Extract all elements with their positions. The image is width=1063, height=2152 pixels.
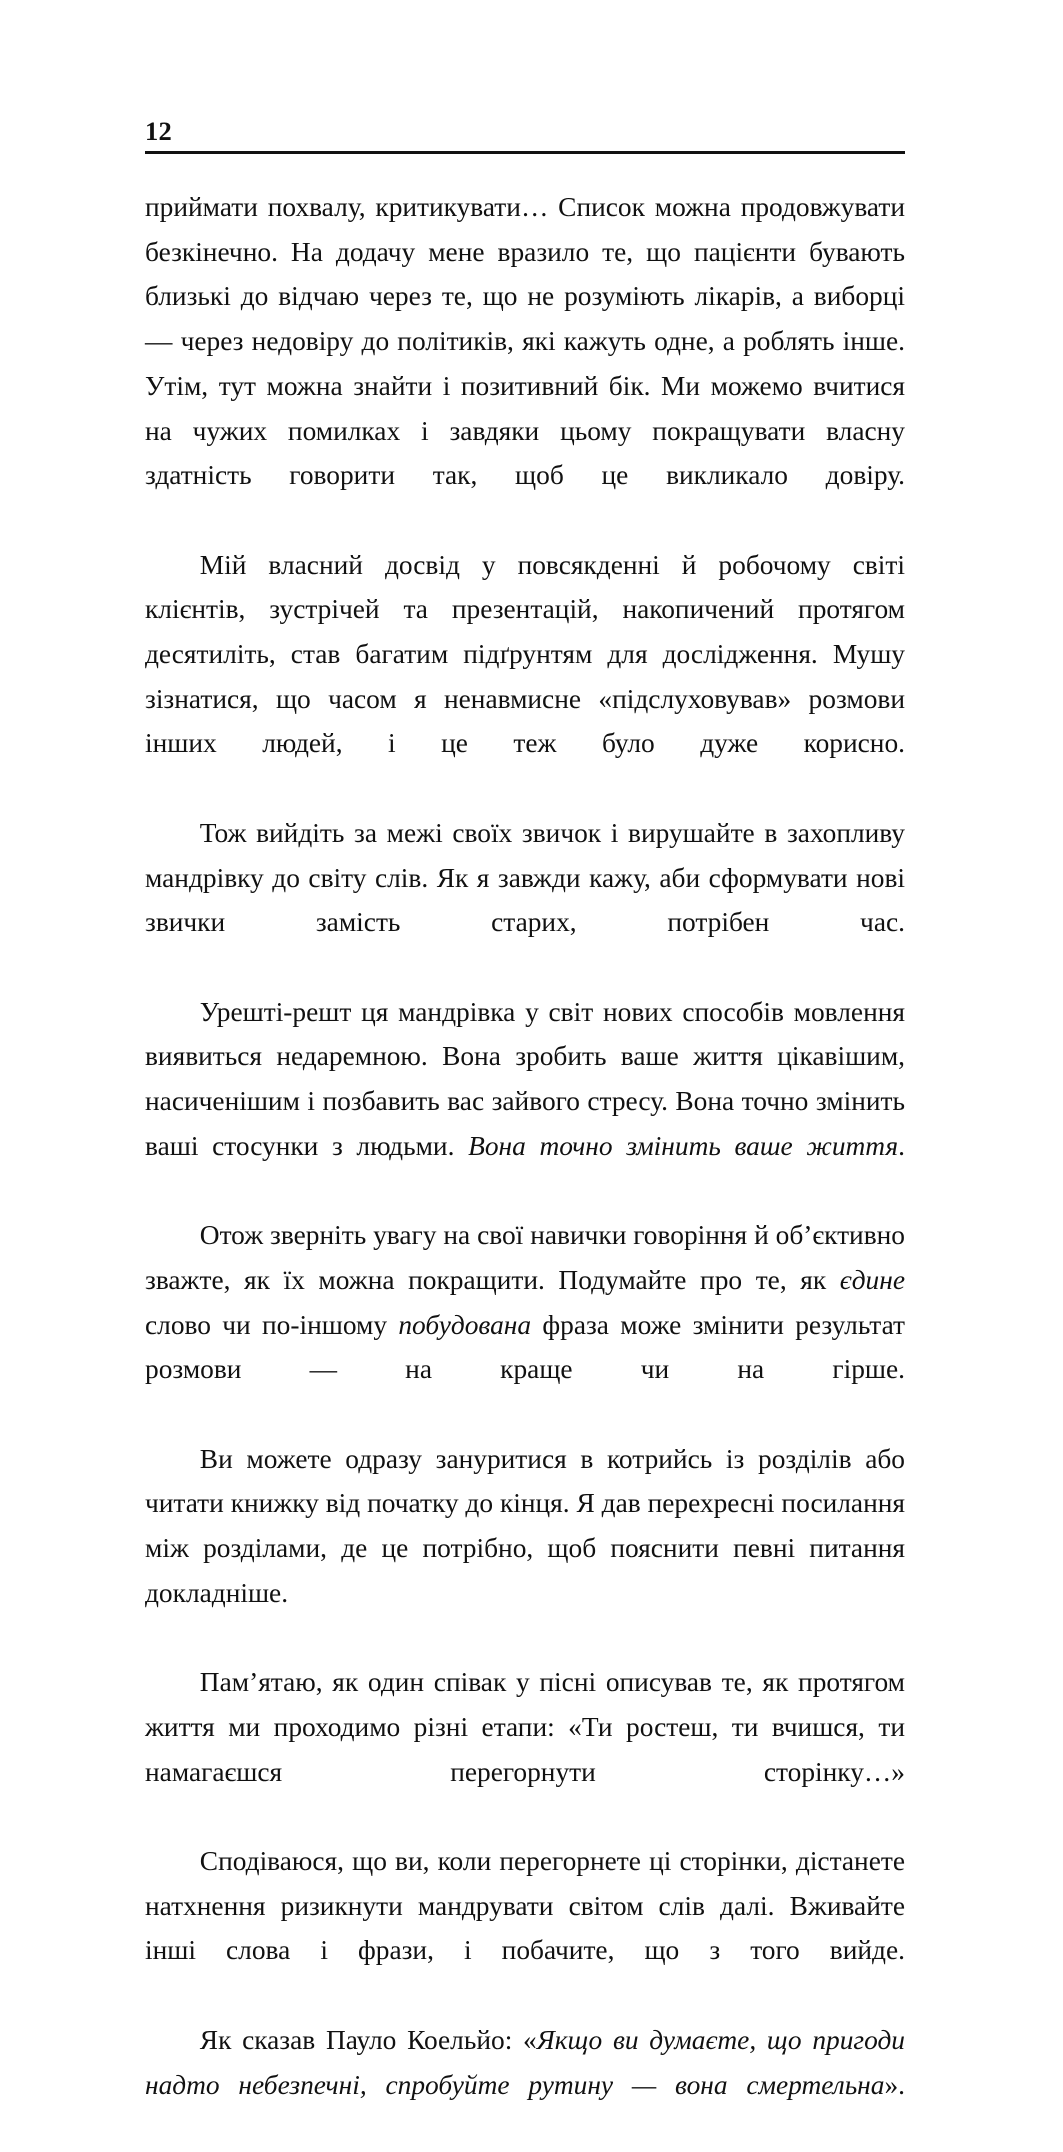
body-text [145,185,905,2152]
emphasis-text: Вона точно змінить ваше життя [468,1130,899,1161]
text-run: фраза може змінити результат розмови — на краще чи на гірше. [145,1309,905,1385]
paragraph [145,1839,905,2018]
text-run: слово чи по-іншому [145,1309,399,1340]
paragraph [145,2018,905,2152]
emphasis-text: побудована [398,1309,532,1340]
text-run: . [898,1130,905,1161]
emphasis-text: єдине [839,1264,905,1295]
paragraph [145,1213,905,1437]
text-run: Тож вийдіть за межі своїх звичок і вирушайте в захопливу мандрівку до світу слів. Як я завжди кажу, аби сформувати нові звички замість старих, потрібен час. [145,817,905,938]
emphasis-text: Якщо ви думаєте, що пригоди надто небезпечні, спробуйте рутину — вона смертельна [145,2024,905,2100]
text-run: Пам’ятаю, як один співак у пісні описував те, як протягом життя ми проходимо різні етапи: «Ти ростеш, ти вчишся, ти намагаєшся перегорнути сторінку…» [145,1667,905,1787]
text-run: Мій власний досвід у повсякденні й робочому світі клієнтів, зустрічей та презентацій, накопичений протягом десятиліть, став багатим підґрунтям для дослідження. Мушу зізнатися, що часом я ненавмисне «підслуховував» розмови інших людей, і це теж було дуже корисно. [145,549,905,759]
text-run: Як сказав Пауло Коельйо: « [199,2024,537,2055]
text-run: ». [884,2069,905,2100]
header-rule [145,151,905,154]
paragraph [145,543,905,811]
text-run: Ви можете одразу зануритися в котрийсь із розділів або читати книжку від початку до кінця. Я дав перехресні посилання між розділами, де це потрібно, щоб пояснити певні питання докладніше. [145,1443,905,1608]
paragraph [145,1437,905,1661]
paragraph [145,811,905,990]
page-content-area [145,108,905,2152]
paragraph [145,185,905,543]
text-run: приймати похвалу, критикувати… Список можна продовжувати безкінечно. На додачу мене вразило те, що пацієнти бувають близькі до відчаю через те, що не розуміють лікарів, а виборці — через недовіру до політиків, які кажуть одне, а роблять інше. Утім, тут можна знайти і позитивний бік. Ми можемо вчитися на чужих помилках і завдяки цьому покращувати власну здатність говорити так, щоб це викликало довіру. [145,192,905,491]
text-run: Сподіваюся, що ви, коли перегорнете ці сторінки, дістанете натхнення ризикнути мандрувати світом слів далі. Вживайте інші слова і фрази, і побачите, що з того вийде. [145,1846,905,1966]
paragraph [145,990,905,1214]
text-run: Урешті-решт ця мандрівка у світ нових способів мовлення виявиться недаремною. Вона зробить ваше життя цікавішим, насиченішим і позбавить вас зайвого стресу. Вона точно змінить ваші стосунки з людьми. [145,996,905,1161]
page-number: 12 [145,115,172,146]
text-run: Отож зверніть увагу на свої навички говоріння й об’єктивно зважте, як їх можна покращити. Подумайте про те, як [145,1220,905,1295]
paragraph [145,1660,905,1839]
running-head [145,108,905,154]
